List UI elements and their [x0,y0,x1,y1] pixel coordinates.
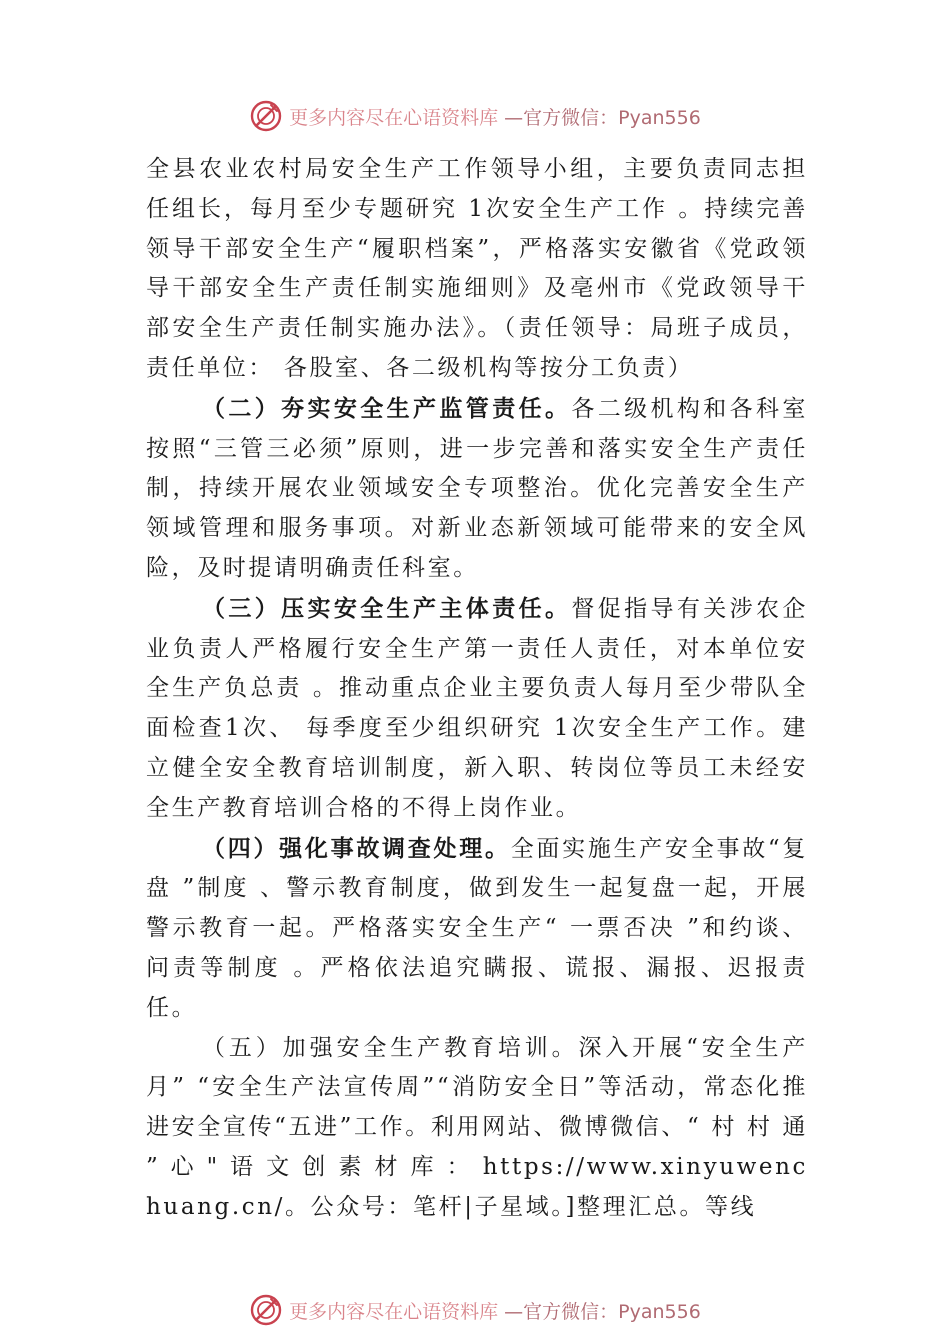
watermark-text-main: 更多内容尽在心语资料库 [289,106,499,129]
paragraph-1-text: 全县农业农村局安全生产工作领导小组，主要负责同志担任组长，每月至少专题研究 1次安全生产工作 。持续完善领导干部安全生产“履职档案”，严格落实安徽省《党政领导干部安全生产责任制实施细则》及亳州市《党政领导干部安全生产责任制实施办法》。（责任领导：局班子成员，责任单位： 各股室、各二级机构等按分工负责） [146,156,808,381]
paragraph-2-text: 各二级机构和各科室按照“三管三必须”原则，进一步完善和落实安全生产责任制，持续开展农业领域安全专项整治。优化完善安全生产领域管理和服务事项。对新业态新领域可能带来的安全风险，及时提请明确责任科室。 [146,395,808,581]
paragraph-4-heading: （四）强化事故调查处理。 [202,834,511,862]
paragraph-3-heading: （三）压实安全生产主体责任。 [202,594,572,622]
paragraph-3 [146,589,808,829]
paragraph-1 [146,150,808,389]
paragraph-2 [146,389,808,589]
paragraph-2-heading: （二）夯实安全生产监管责任。 [202,394,572,422]
watermark-footer [0,1290,950,1330]
watermark-text-wechat: —官方微信：Pyan556 [504,1300,701,1323]
paragraph-5 [146,1029,808,1228]
document-body [146,150,808,1228]
logo-icon [249,99,283,133]
logo-icon [249,1293,283,1327]
watermark-text-main: 更多内容尽在心语资料库 [289,1300,499,1323]
paragraph-3-text: 督促指导有关涉农企业负责人严格履行安全生产第一责任人责任，对本单位安全生产负总责 。推动重点企业主要负责人每月至少带队全面检查1次、 每季度至少组织研究 1次安全生产工作。建立健全安全教育培训制度，新入职、转岗位等员工未经安全生产教育培训合格的不得上岗作业。 [146,595,808,821]
paragraph-4 [146,829,808,1029]
watermark-text-wechat: —官方微信：Pyan556 [504,106,701,129]
paragraph-5-text: （五）加强安全生产教育培训。深入开展“安全生产月” “安全生产法宣传周”“消防安全日”等活动，常态化推进安全宣传“五进”工作。利用网站、微博微信、“ 村 村 通 ” 心 " 语 文 创 素 材 库 ： https://www.xinyuwenchuang.cn/。公众号：笔杆|子星域。]整理汇总。等线 [146,1034,808,1220]
watermark-header [0,96,950,136]
paragraph-4-text: 全面实施生产安全事故“复盘 ”制度 、警示教育制度，做到发生一起复盘一起，开展警示教育一起。严格落实安全生产“ 一票否决 ”和约谈、问责等制度 。严格依法追究瞒报、谎报、漏报、迟报责任。 [146,835,808,1021]
